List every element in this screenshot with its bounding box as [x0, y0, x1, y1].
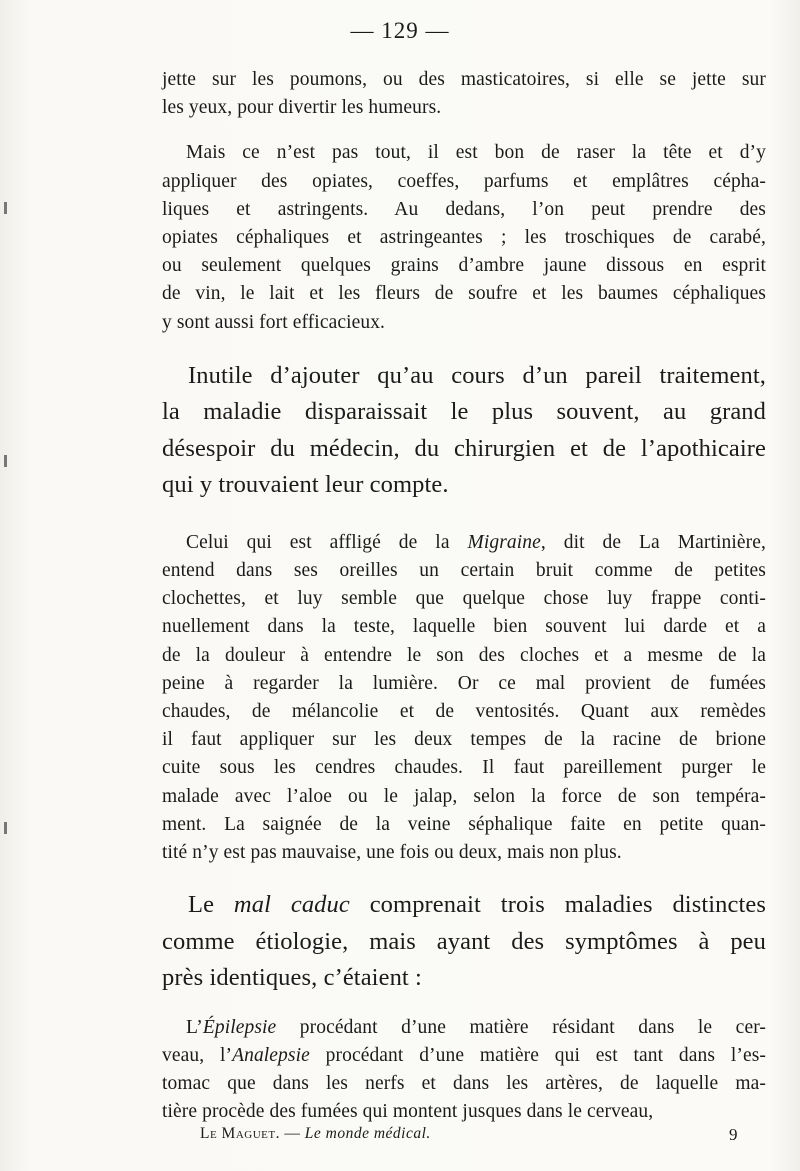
text-line: il faut appliquer sur les deux tempes de la racine de brione	[162, 729, 766, 751]
paragraph-gap	[162, 997, 766, 1014]
text-line: nuellement dans la teste, laquelle bien souvent lui darde et a	[162, 616, 766, 638]
italic-term: Épilepsie	[202, 1016, 277, 1038]
text-line: tomac que dans les nerfs et dans les artères, de laquelle ma-	[162, 1073, 766, 1095]
text-line: L’Épilepsie procédant d’une matière résidant dans le cer-	[186, 1016, 766, 1038]
text-line: veau, l’Analepsie procédant d’une matière qui est tant dans l’es-	[162, 1044, 766, 1066]
text-line: Inutile d’ajouter qu’au cours d’un pareil traitement,	[188, 361, 766, 389]
text-line: appliquer des opiates, coeffes, parfums et emplâtres cépha-	[162, 170, 766, 192]
text-line: opiates céphaliques et astringeantes ; les troschiques de carabé,	[162, 227, 766, 249]
text-line: Le mal caduc comprenait trois maladies distinctes	[188, 891, 766, 919]
paragraph-gap	[162, 867, 766, 887]
page-body	[162, 66, 766, 1127]
text-line: entend dans ses oreilles un certain bruit comme de petites	[162, 560, 766, 582]
paragraph-gap	[162, 122, 766, 139]
text-line: tière procède des fumées qui montent jusques dans le cerveau,	[162, 1101, 654, 1123]
text-line: peine à regarder la lumière. Or ce mal provient de fumées	[162, 672, 766, 694]
scan-edge-mark	[4, 822, 7, 834]
paragraph-gap	[162, 337, 766, 358]
italic-term: Analepsie	[232, 1044, 310, 1066]
text-line: jette sur les poumons, ou des masticatoires, si elle se jette sur	[162, 69, 766, 90]
text-line: liques et astringents. Au dedans, l’on peut prendre des	[162, 198, 766, 220]
text-line: désespoir du médecin, du chirurgien et de l’apothicaire	[162, 434, 766, 462]
text-line: la maladie disparaissait le plus souvent, au grand	[162, 398, 766, 426]
text-line: Mais ce n’est pas tout, il est bon de raser la tête et d’y	[186, 142, 766, 164]
text-line: tité n’y est pas mauvaise, une fois ou deux, mais non plus.	[162, 842, 622, 864]
footer-signature-mark: 9	[729, 1125, 738, 1144]
footer-author: Le Maguet.	[200, 1125, 280, 1142]
paragraph	[162, 887, 766, 997]
text-line: Celui qui est affligé de la Migraine, dit de La Martinière,	[186, 531, 766, 553]
text-line: près identiques, c’étaient :	[162, 964, 422, 992]
footer-title: Le monde médical.	[304, 1125, 431, 1142]
scan-edge-mark	[4, 202, 7, 214]
paragraph	[162, 1014, 766, 1127]
scan-edge-mark	[4, 455, 7, 467]
italic-term: Migraine	[467, 531, 541, 553]
paragraph	[162, 66, 766, 122]
page-number: — 129 —	[350, 18, 450, 43]
text-line: comme étiologie, mais ayant des symptômes à peu	[162, 927, 766, 955]
text-line: les yeux, pour divertir les humeurs.	[162, 97, 442, 119]
text-line: ou seulement quelques grains d’ambre jaune dissous en esprit	[162, 255, 766, 277]
text-line: cuite sous les cendres chaudes. Il faut pareillement purger le	[162, 757, 766, 779]
paragraph	[162, 529, 766, 867]
paragraph	[162, 139, 766, 336]
italic-term: mal caduc	[233, 891, 350, 919]
paragraph-gap	[162, 504, 766, 529]
text-line: chaudes, de mélancolie et de ventosités. Quant aux remèdes	[162, 701, 766, 723]
page-footer	[200, 1125, 766, 1143]
paragraph	[162, 358, 766, 504]
text-line: qui y trouvaient leur compte.	[162, 471, 449, 499]
text-line: y sont aussi fort efficacieux.	[162, 311, 386, 333]
text-line: malade avec l’aloe ou le jalap, selon la force de son tempéra-	[162, 785, 766, 807]
text-line: ment. La saignée de la veine séphalique faite en petite quan-	[162, 813, 766, 835]
text-line: de la douleur à entendre le son des cloches et a mesme de la	[162, 644, 766, 666]
text-line: clochettes, et luy semble que quelque chose luy frappe conti-	[162, 588, 766, 610]
footer-separator: —	[284, 1125, 301, 1142]
text-line: de vin, le lait et les fleurs de soufre et les baumes céphaliques	[162, 283, 766, 305]
